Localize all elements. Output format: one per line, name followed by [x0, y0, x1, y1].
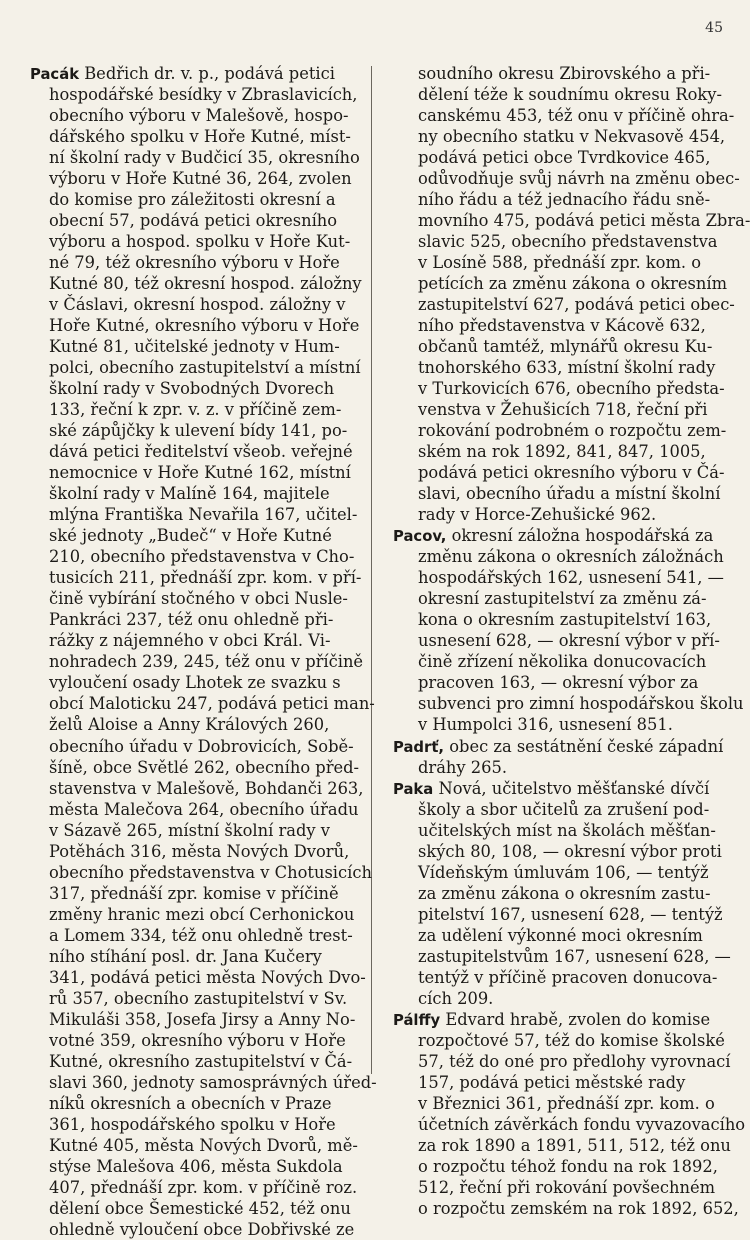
entry-line	[30, 84, 360, 105]
entry-text: pracoven 163, — okresní výbor za	[418, 673, 699, 693]
entry-line	[393, 462, 725, 483]
entry-text: 157, podává petici městské rady	[418, 1072, 686, 1092]
entry-line	[30, 1198, 360, 1219]
entry-line	[30, 988, 360, 1009]
entry-line	[393, 904, 723, 925]
entry-text: ském na rok 1892, 841, 847, 1005,	[418, 442, 706, 462]
entry-text: dráhy 265.	[418, 757, 508, 777]
entry-line	[30, 778, 364, 799]
entry-line	[30, 63, 360, 84]
entry-line	[393, 1198, 739, 1219]
entry-text: nemocnice v Hoře Kutné 162, místní	[49, 463, 351, 483]
entry-line	[393, 441, 713, 462]
entry-line	[30, 1093, 360, 1114]
entry-text: slavic 525, obecního představenstva	[418, 232, 718, 252]
entry-line	[393, 168, 740, 189]
entry-text: obec za sestátnění české západní	[449, 736, 724, 756]
entry-text: stýse Malešova 406, města Sukdola	[49, 1156, 343, 1176]
entry-line	[393, 1156, 718, 1177]
entry-line	[30, 841, 360, 862]
entry-line	[393, 630, 720, 651]
entry-line	[30, 567, 360, 588]
left-column	[30, 63, 377, 1240]
index-entry	[393, 736, 724, 778]
entry-line	[30, 483, 360, 504]
entry-line	[30, 420, 360, 441]
entry-text: né 79, též okresního výboru v Hoře	[49, 253, 340, 273]
entry-line	[393, 1009, 713, 1030]
entry-text: školy a sbor učitelů za zrušení pod-	[418, 799, 710, 819]
entry-line	[393, 883, 713, 904]
entry-text: Kutné 80, též okresní hospod. záložny	[49, 274, 362, 294]
entry-line	[393, 925, 713, 946]
entry-text: hospodářských 162, usnesení 541, —	[418, 568, 724, 588]
entry-text: rady v Horce-Zehušické 962.	[418, 505, 657, 525]
entry-line	[393, 672, 713, 693]
entry-line	[30, 357, 360, 378]
entry-line	[30, 820, 360, 841]
entry-line	[30, 799, 360, 820]
entry-text: želů Aloise a Anny Králových 260,	[49, 715, 330, 735]
entry-text: šíně, obce Světlé 262, obecního před-	[49, 757, 360, 777]
entry-line	[393, 841, 722, 862]
entry-text: občanů tamtéž, mlynářů okresu Ku-	[418, 337, 713, 357]
entry-line	[393, 988, 713, 1009]
entry-text: obcí Maloticku 247, podává petici man-	[49, 694, 375, 714]
entry-line	[30, 609, 360, 630]
index-entry	[393, 525, 744, 735]
entry-text: 407, přednáší zpr. kom. v příčině roz.	[49, 1177, 358, 1197]
entry-text: dělení obce Šemestické 452, též onu	[49, 1198, 351, 1218]
entry-line	[393, 189, 713, 210]
entry-line	[30, 441, 360, 462]
right-column	[393, 63, 750, 1219]
entry-headword: Pálffy	[393, 1011, 441, 1029]
entry-line	[393, 1051, 731, 1072]
entry-line	[393, 778, 713, 799]
entry-line	[30, 1072, 377, 1093]
entry-text: tnohorského 633, místní školní rady	[418, 358, 716, 378]
entry-text: movního 475, podává petici města Zbra-	[418, 211, 750, 231]
entry-line	[30, 252, 360, 273]
entry-text: mlýna Františka Nevařila 167, učitel-	[49, 505, 358, 525]
entry-text: cích 209.	[418, 988, 494, 1008]
entry-line	[30, 210, 360, 231]
page-number: 45	[705, 20, 723, 36]
entry-line	[393, 399, 713, 420]
entry-line	[30, 105, 360, 126]
entry-text: 341, podává petici města Nových Dvo-	[49, 967, 366, 987]
entry-line	[30, 231, 360, 252]
entry-line	[393, 1114, 746, 1135]
entry-text: za rok 1890 a 1891, 511, 512, též onu	[418, 1135, 731, 1155]
entry-line	[393, 1030, 725, 1051]
index-entry	[393, 63, 750, 525]
entry-line	[393, 862, 713, 883]
entry-text: Hoře Kutné, okresního výboru v Hoře	[49, 316, 360, 336]
entry-line	[30, 925, 360, 946]
entry-text: učitelských míst na školách měšťan-	[418, 820, 716, 840]
entry-line	[30, 315, 360, 336]
entry-line	[30, 1219, 360, 1240]
entry-line	[393, 693, 744, 714]
entry-line	[30, 1135, 360, 1156]
entry-line	[393, 525, 713, 546]
entry-line	[30, 189, 360, 210]
entry-text: výboru a hospod. spolku v Hoře Kut-	[49, 232, 351, 252]
index-entry	[393, 1009, 746, 1219]
entry-line	[393, 252, 713, 273]
entry-line	[393, 378, 725, 399]
entry-text: o rozpočtu téhož fondu na rok 1892,	[418, 1156, 718, 1176]
entry-line	[393, 483, 721, 504]
entry-text: slavi, obecního úřadu a místní školní	[418, 484, 721, 504]
entry-line	[393, 273, 728, 294]
entry-text: slavi 360, jednoty samosprávných úřed-	[49, 1072, 377, 1092]
entry-text: do komise pro záležitosti okresní a	[49, 190, 336, 210]
entry-line	[393, 567, 724, 588]
entry-text: subvenci pro zimní hospodářskou školu	[418, 694, 744, 714]
entry-text: votné 359, okresního výboru v Hoře	[49, 1030, 346, 1050]
entry-text: rážky z nájemného v obci Král. Vi-	[49, 631, 331, 651]
entry-text: kona o okresním zastupitelství 163,	[418, 610, 712, 630]
entry-line	[30, 651, 364, 672]
entry-line	[30, 862, 372, 883]
entry-line	[393, 820, 716, 841]
entry-line	[30, 147, 360, 168]
entry-text: v Losíně 588, přednáší zpr. kom. o	[418, 253, 702, 273]
entry-text: výboru v Hoře Kutné 36, 264, zvolen	[49, 169, 352, 189]
entry-text: Vídeňským úmluvám 106, — tentýž	[418, 862, 709, 882]
entry-text: ní školní rady v Budčicí 35, okresního	[49, 148, 360, 168]
entry-text: 317, přednáší zpr. komise v příčině	[49, 883, 339, 903]
entry-text: 57, též do oné pro předlohy vyrovnací	[418, 1051, 731, 1071]
entry-text: města Malečova 264, obecního úřadu	[49, 799, 359, 819]
entry-text: canskému 453, též onu v příčině ohra-	[418, 106, 735, 126]
entry-line	[30, 588, 360, 609]
entry-headword: Paka	[393, 780, 434, 798]
entry-line	[30, 1114, 360, 1135]
entry-text: ního představenstva v Kácově 632,	[418, 316, 706, 336]
entry-text: okresní zastupitelství za změnu zá-	[418, 589, 707, 609]
entry-line	[30, 462, 360, 483]
entry-line	[393, 210, 750, 231]
entry-text: v Humpolci 316, usnesení 851.	[418, 715, 673, 735]
entry-text: obecního úřadu v Dobrovicích, Sobě-	[49, 736, 354, 756]
entry-text: stavenstva v Malešově, Bohdanči 263,	[49, 778, 364, 798]
entry-line	[393, 63, 713, 84]
entry-line	[30, 630, 360, 651]
entry-line	[30, 336, 360, 357]
entry-text: školní rady v Malíně 164, majitele	[49, 484, 330, 504]
entry-headword: Pacov,	[393, 528, 447, 546]
entry-line	[30, 1156, 360, 1177]
entry-text: Pankráci 237, též onu ohledně při-	[49, 610, 334, 630]
column-divider	[371, 66, 372, 1074]
entry-line	[30, 378, 360, 399]
entry-text: v Turkovicích 676, obecního předsta-	[418, 379, 725, 399]
entry-text: podává petici okresního výboru v Čá-	[418, 463, 725, 483]
entry-line	[30, 1030, 360, 1051]
entry-text: Potěhách 316, města Nových Dvorů,	[49, 841, 350, 861]
entry-line	[30, 757, 360, 778]
entry-line	[30, 736, 360, 757]
entry-text: obecního představenstva v Chotusicích	[49, 862, 372, 882]
entry-line	[393, 967, 718, 988]
entry-text: za změnu zákona o okresním zastu-	[418, 883, 711, 903]
entry-text: o rozpočtu zemském na rok 1892, 652,	[418, 1198, 739, 1218]
entry-text: rů 357, obecního zastupitelství v Sv.	[49, 988, 348, 1008]
entry-line	[393, 1072, 713, 1093]
entry-line	[393, 126, 726, 147]
entry-text: změny hranic mezi obcí Cerhonickou	[49, 904, 355, 924]
entry-text: tusicích 211, přednáší zpr. kom. v pří-	[49, 568, 362, 588]
entry-text: níků okresních a obecních v Praze	[49, 1093, 332, 1113]
entry-text: změnu zákona o okresních záložnách	[418, 547, 724, 567]
entry-text: ny obecního statku v Nekvasově 454,	[418, 127, 726, 147]
entry-line	[30, 1177, 360, 1198]
entry-line	[393, 799, 713, 820]
entry-text: 210, obecního představenstva v Cho-	[49, 547, 355, 567]
entry-text: Bedřich dr. v. p., podává petici	[84, 64, 335, 83]
entry-text: Nová, učitelstvo měšťanské dívčí	[438, 778, 710, 798]
entry-line	[393, 420, 727, 441]
entry-text: okresní záložna hospodářská za	[451, 526, 714, 546]
entry-headword: Padrť,	[393, 738, 445, 756]
entry-line	[393, 105, 735, 126]
entry-line	[30, 273, 360, 294]
entry-text: ské jednoty „Budeč“ v Hoře Kutné	[49, 526, 332, 546]
entry-text: nohradech 239, 245, též onu v příčině	[49, 652, 364, 672]
entry-text: odůvodňuje svůj návrh na změnu obec-	[418, 169, 740, 189]
entry-text: podává petici obce Tvrdkovice 465,	[418, 148, 711, 168]
entry-text: Kutné 405, města Nových Dvorů, mě-	[49, 1135, 358, 1155]
entry-headword: Pacák	[30, 66, 80, 83]
entry-text: v Sázavě 265, místní školní rady v	[49, 820, 330, 840]
entry-text: Kutné 81, učitelské jednoty v Hum-	[49, 337, 340, 357]
entry-line	[30, 1009, 360, 1030]
entry-line	[393, 546, 724, 567]
entry-line	[30, 504, 360, 525]
entry-line	[393, 147, 713, 168]
entry-text: ské zápůjčky k ulevení bídy 141, po-	[49, 421, 348, 441]
entry-line	[30, 168, 360, 189]
entry-text: Kutné, okresního zastupitelství v Čá-	[49, 1051, 353, 1071]
entry-text: dává petici ředitelství všeob. veřejné	[49, 442, 353, 462]
entry-line	[30, 946, 360, 967]
entry-line	[393, 1177, 716, 1198]
entry-text: Edvard hrabě, zvolen do komise	[445, 1009, 711, 1029]
entry-line	[30, 294, 360, 315]
entry-text: ního stíhání posl. dr. Jana Kučery	[49, 946, 322, 966]
entry-line	[393, 946, 731, 967]
entry-line	[393, 504, 713, 525]
entry-text: v Čáslavi, okresní hospod. záložny v	[49, 295, 346, 315]
entry-text: usnesení 628, — okresní výbor v pří-	[418, 631, 720, 651]
entry-line	[393, 651, 713, 672]
entry-text: rozpočtové 57, též do komise školské	[418, 1030, 725, 1050]
entry-line	[30, 1051, 360, 1072]
entry-line	[30, 904, 360, 925]
entry-line	[393, 736, 724, 757]
entry-line	[393, 1093, 713, 1114]
entry-text: účetních závěrkách fondu vyvazovacího	[418, 1114, 746, 1134]
entry-text: rokování podrobném o rozpočtu zem-	[418, 421, 727, 441]
entry-text: zastupitelství 627, podává petici obec-	[418, 295, 735, 315]
index-entry	[30, 63, 377, 1240]
entry-line	[30, 967, 366, 988]
entry-text: 361, hospodářského spolku v Hoře	[49, 1114, 336, 1134]
entry-text: obecní 57, podává petici okresního	[49, 211, 338, 231]
entry-text: ských 80, 108, — okresní výbor proti	[418, 841, 722, 861]
entry-text: tentýž v příčině pracoven donucova-	[418, 967, 718, 987]
entry-line	[30, 546, 360, 567]
entry-text: venstva v Žehušicích 718, řeční při	[418, 400, 708, 420]
index-entry	[393, 778, 731, 1009]
entry-text: 512, řeční při rokování povšechném	[418, 1177, 716, 1197]
entry-text: obecního výboru v Malešově, hospo-	[49, 106, 349, 126]
entry-line	[30, 399, 360, 420]
entry-text: petících za změnu zákona o okresním	[418, 274, 728, 294]
entry-line	[393, 336, 713, 357]
entry-text: hospodářské besídky v Zbraslavicích,	[49, 85, 358, 105]
entry-line	[393, 231, 718, 252]
entry-line	[393, 609, 713, 630]
entry-line	[393, 588, 713, 609]
entry-line	[30, 883, 360, 904]
entry-line	[30, 693, 375, 714]
entry-line	[30, 714, 360, 735]
entry-line	[30, 672, 360, 693]
entry-text: školní rady v Svobodných Dvorech	[49, 379, 335, 399]
entry-text: Mikuláši 358, Josefa Jirsy a Anny No-	[49, 1009, 356, 1029]
entry-text: ohledně vyloučení obce Dobřivské ze	[49, 1219, 355, 1239]
entry-text: soudního okresu Zbirovského a při-	[418, 64, 711, 83]
entry-text: polci, obecního zastupitelství a místní	[49, 358, 361, 378]
entry-text: pitelství 167, usnesení 628, — tentýž	[418, 904, 723, 924]
entry-text: vyloučení osady Lhotek ze svazku s	[49, 673, 341, 693]
entry-line	[393, 84, 722, 105]
entry-text: čině vybírání stočného v obci Nusle-	[49, 589, 348, 609]
entry-line	[393, 714, 713, 735]
entry-line	[30, 126, 360, 147]
entry-line	[393, 294, 735, 315]
entry-line	[393, 357, 716, 378]
entry-line	[393, 315, 713, 336]
entry-text: a Lomem 334, též onu ohledně trest-	[49, 925, 353, 945]
entry-line	[393, 757, 713, 778]
entry-text: 133, řeční k zpr. v. z. v příčině zem-	[49, 400, 342, 420]
entry-text: dářského spolku v Hoře Kutné, míst-	[49, 127, 351, 147]
entry-text: za udělení výkonné moci okresním	[418, 925, 703, 945]
entry-line	[30, 525, 360, 546]
entry-text: čině zřízení několika donucovacích	[418, 652, 707, 672]
entry-line	[393, 1135, 731, 1156]
entry-text: dělení téže k soudnímu okresu Roky-	[418, 85, 722, 105]
entry-text: ního řádu a též jednacího řádu sně-	[418, 190, 711, 210]
entry-text: v Březnici 361, přednáší zpr. kom. o	[418, 1093, 715, 1113]
entry-text: zastupitelstvům 167, usnesení 628, —	[418, 946, 731, 966]
